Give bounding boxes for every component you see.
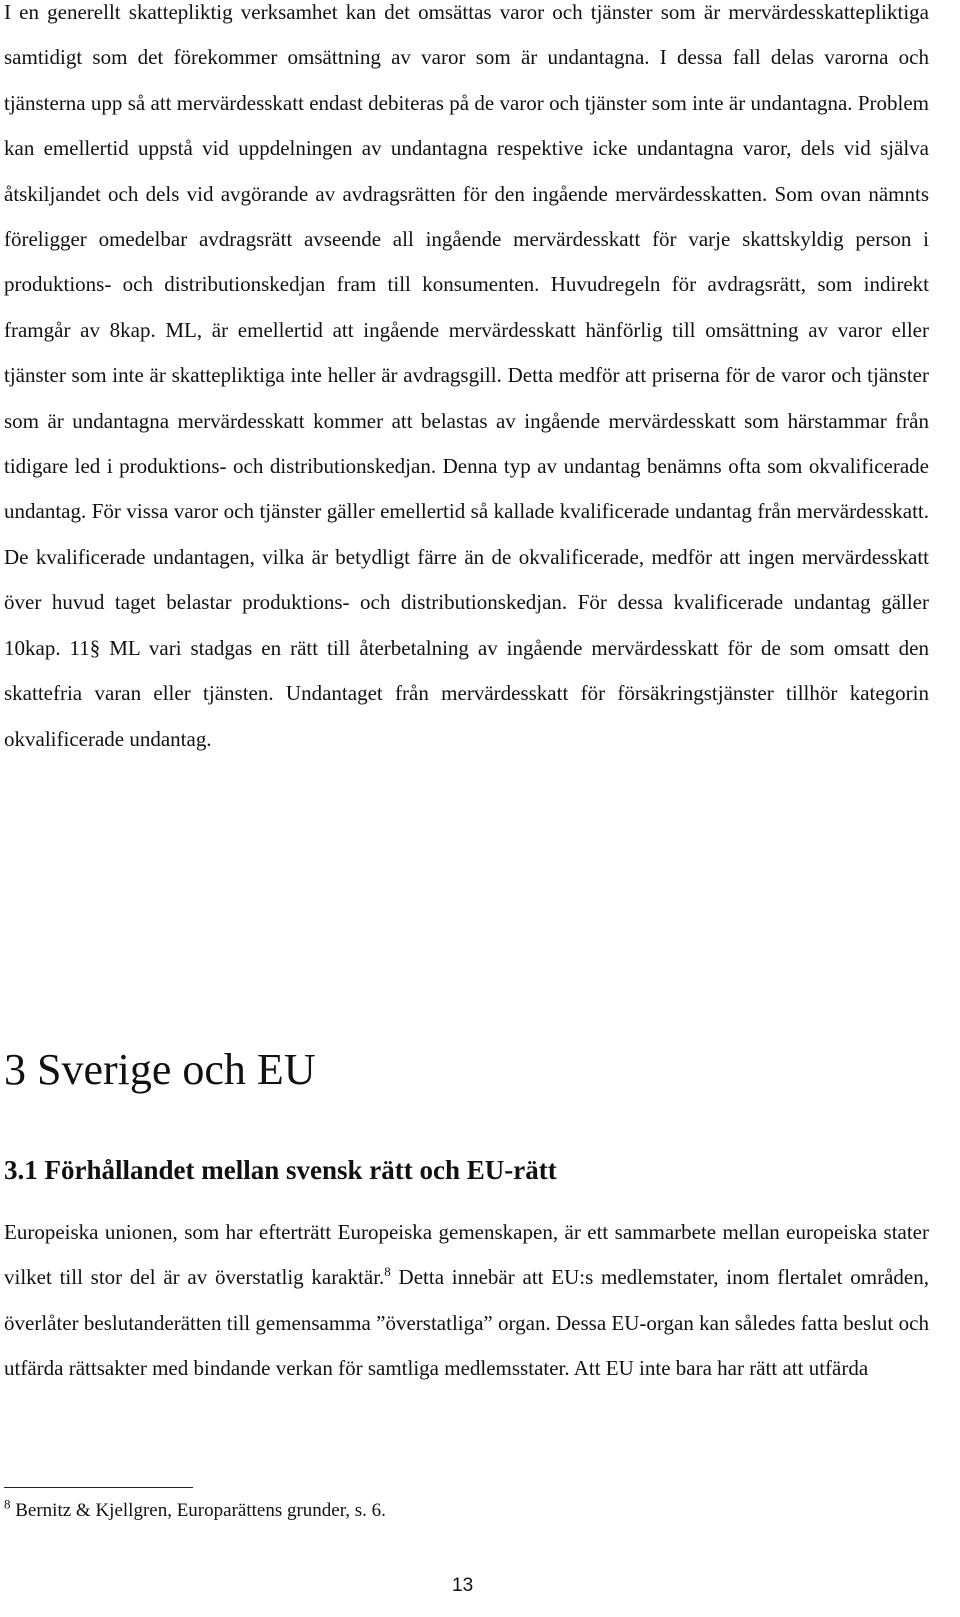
- page-number: 13: [452, 1575, 474, 1596]
- chapter-heading: 3 Sverige och EU: [4, 1045, 316, 1094]
- section-heading: 3.1 Förhållandet mellan svensk rätt och EU-rätt: [4, 1155, 557, 1185]
- footnote: [4, 1496, 386, 1526]
- footnote-number: 8: [4, 1496, 11, 1512]
- footnote-text: Bernitz & Kjellgren, Europarättens grunder, s. 6.: [10, 1500, 386, 1521]
- section-paragraph-text-2: Detta innebär att EU:s medlemstater, inom flertalet områden, överlåter beslutanderätten till gemensamma ”överstatliga” organ. Dessa EU-organ kan således fatta beslut och utfärda rättsakter med bindande verkan för samtliga medlemsstater. Att EU inte bara har rätt att utfärda: [4, 1265, 929, 1381]
- footnote-reference[interactable]: 8: [384, 1264, 391, 1280]
- section-paragraph-text-1: Europeiska unionen, som har efterträtt Europeiska gemenskapen, är ett sammarbete mellan europeiska stater vilket till stor del är av överstatlig karaktär.: [4, 1220, 929, 1290]
- footnote-divider: [4, 1487, 193, 1488]
- section-paragraph: [4, 1210, 929, 1392]
- body-paragraph: I en generellt skattepliktig verksamhet kan det omsättas varor och tjänster som är mervärdesskattepliktiga samtidigt som det förekommer omsättning av varor som är undantagna. I dessa fall delas varorna och tjänsterna upp så att mervärdesskatt endast debiteras på de varor och tjänster som inte är undantagna. Problem kan emellertid uppstå vid uppdelningen av undantagna respektive icke undantagna varor, dels vid själva åtskiljandet och dels vid avgörande av avdragsrätten för den ingående mervärdesskatten. Som ovan nämnts föreligger omedelbar avdragsrätt avseende all ingående mervärdesskatt för varje skattskyldig person i produktions- och distributionskedjan fram till konsumenten. Huvudregeln för avdragsrätt, som indirekt framgår av 8kap. ML, är emellertid att ingående mervärdesskatt hänförlig till omsättning av varor eller tjänster som inte är skattepliktiga inte heller är avdragsgill. Detta medför att priserna för de varor och tjänster som är undantagna mervärdesskatt kommer att belastas av ingående mervärdesskatt som härstammar från tidigare led i produktions- och distributionskedjan. Denna typ av undantag benämns ofta som okvalificerade undantag. För vissa varor och tjänster gäller emellertid så kallade kvalificerade undantag från mervärdesskatt. De kvalificerade undantagen, vilka är betydligt färre än de okvalificerade, medför att ingen mervärdesskatt över huvud taget belastar produktions- och distributionskedjan. För dessa kvalificerade undantag gäller 10kap. 11§ ML vari stadgas en rätt till återbetalning av ingående mervärdesskatt för de som omsatt den skattefria varan eller tjänsten. Undantaget från mervärdesskatt för försäkringstjänster tillhör kategorin okvalificerade undantag.: [4, 0, 929, 751]
